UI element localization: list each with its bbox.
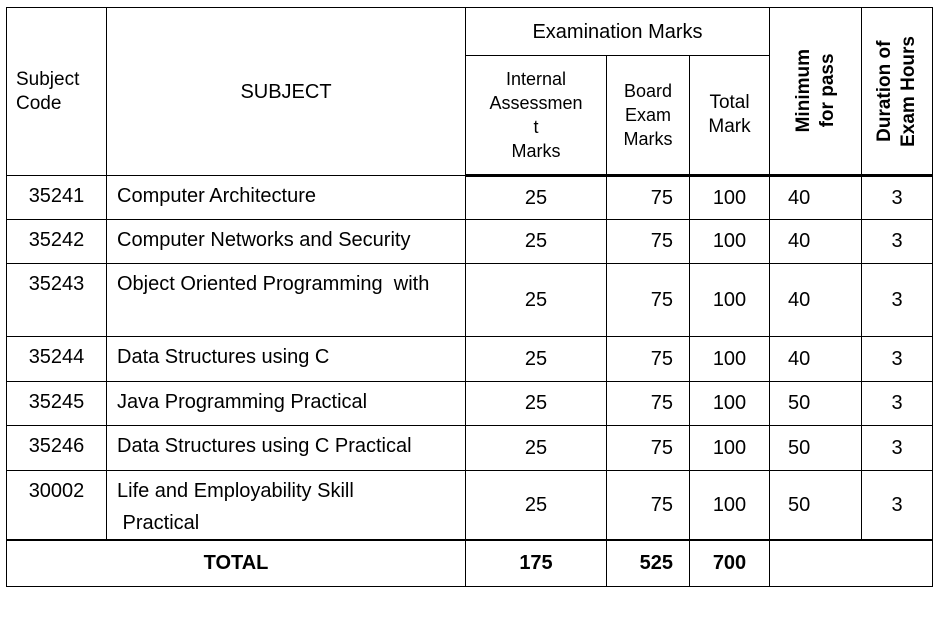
total-mark-cell: 100 [690,471,770,541]
total-internal: 175 [466,540,607,587]
total-mark-cell: 100 [690,220,770,264]
table-row [7,220,933,264]
minimum-pass-cell: 50 [770,382,862,426]
subject-name-cell: Data Structures using C Practical [107,426,466,471]
minimum-pass-cell: 40 [770,220,862,264]
subject-code-cell: 35245 [7,382,107,426]
board-marks-cell: 75 [607,337,690,382]
header-examination-marks: Examination Marks [466,8,770,56]
internal-marks-cell: 25 [466,382,607,426]
subject-name-cell: Data Structures using C [107,337,466,382]
total-mark-cell: 100 [690,264,770,337]
total-mark-cell: 100 [690,382,770,426]
duration-cell: 3 [862,337,933,382]
minimum-pass-cell: 40 [770,176,862,220]
duration-cell: 3 [862,382,933,426]
header-row-top [7,8,933,56]
internal-marks-cell: 25 [466,337,607,382]
header-internal-marks: Internal Assessmen t Marks [466,56,607,176]
subject-code-cell: 35244 [7,337,107,382]
total-marks: 700 [690,540,770,587]
internal-marks-cell: 25 [466,471,607,541]
subject-name-cell: Computer Networks and Security [107,220,466,264]
board-marks-cell: 75 [607,382,690,426]
duration-cell: 3 [862,220,933,264]
subject-name-cell: Life and Employability Skill Practical [107,471,466,541]
table-row [7,471,933,541]
internal-marks-cell: 25 [466,426,607,471]
minimum-pass-cell: 40 [770,264,862,337]
board-marks-cell: 75 [607,426,690,471]
marks-table [6,7,933,587]
subject-code-cell: 30002 [7,471,107,541]
duration-cell: 3 [862,176,933,220]
header-total-mark: Total Mark [690,56,770,176]
header-subject-code: Subject Code [7,8,107,176]
subject-name-cell: Object Oriented Programming with [107,264,466,337]
table-row [7,264,933,337]
header-minimum-pass [770,8,862,176]
board-marks-cell: 75 [607,264,690,337]
minimum-pass-cell: 50 [770,471,862,541]
total-mark-cell: 100 [690,176,770,220]
duration-cell: 3 [862,264,933,337]
subject-code-cell: 35246 [7,426,107,471]
table-row [7,176,933,220]
internal-marks-cell: 25 [466,220,607,264]
duration-cell: 3 [862,471,933,541]
total-label: TOTAL [7,540,466,587]
header-minimum-pass-label: Minimum for pass [792,49,838,133]
total-board: 525 [607,540,690,587]
table-row [7,382,933,426]
minimum-pass-cell: 40 [770,337,862,382]
header-duration-label: Duration of Exam Hours [874,35,920,147]
board-marks-cell: 75 [607,471,690,541]
internal-marks-cell: 25 [466,264,607,337]
header-duration [862,8,933,176]
table-row [7,337,933,382]
minimum-pass-cell: 50 [770,426,862,471]
header-subject: SUBJECT [107,8,466,176]
total-row [7,540,933,587]
total-mark-cell: 100 [690,426,770,471]
subject-name-cell: Java Programming Practical [107,382,466,426]
header-board-marks: Board Exam Marks [607,56,690,176]
subject-code-cell: 35242 [7,220,107,264]
duration-cell: 3 [862,426,933,471]
total-mark-cell: 100 [690,337,770,382]
total-empty-cell [770,540,933,587]
table-row [7,426,933,471]
board-marks-cell: 75 [607,220,690,264]
subject-code-cell: 35243 [7,264,107,337]
subject-name-cell: Computer Architecture [107,176,466,220]
board-marks-cell: 75 [607,176,690,220]
internal-marks-cell: 25 [466,176,607,220]
subject-code-cell: 35241 [7,176,107,220]
